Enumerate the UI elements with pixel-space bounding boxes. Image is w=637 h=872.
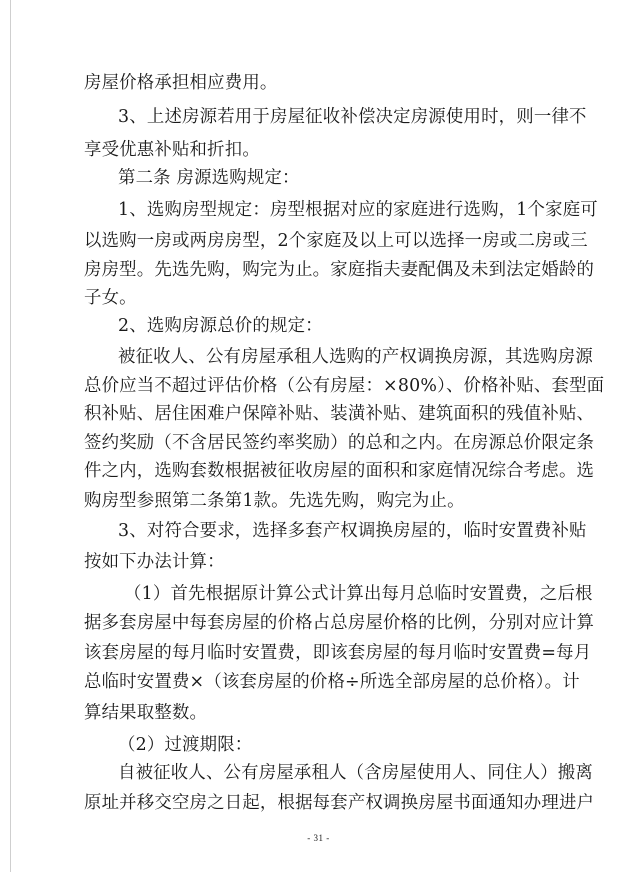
text-line: 房屋价格承担相应费用。 [84, 73, 278, 93]
text-line: （2）过渡期限： [118, 735, 253, 755]
text-line: 按如下办法计算： [84, 552, 225, 572]
text-line: 总临时安置费×（该套房屋的价格÷所选全部房屋的总价格）。计 [84, 672, 580, 692]
page-edge-divider [10, 0, 11, 872]
text-line: 享受优惠补贴和折扣。 [84, 140, 260, 160]
text-line: 积补贴、居住困难户保障补贴、装潢补贴、建筑面积的残值补贴、 [84, 404, 595, 424]
page-number: - 31 - [307, 833, 330, 843]
text-line: 自被征收人、公有房屋承租人（含房屋使用人、同住人）搬离 [118, 763, 593, 783]
text-line: 据多套房屋中每套房屋的价格占总房屋价格的比例，分别对应计算 [84, 613, 595, 633]
text-line: 3、对符合要求，选择多套产权调换房屋的，临时安置费补贴 [118, 521, 587, 541]
text-line: 2、选购房源总价的规定： [118, 316, 323, 336]
text-line: 总价应当不超过评估价格（公有房屋：×80%）、价格补贴、套型面 [84, 376, 605, 396]
text-line: 购房型参照第二条第1款。先选先购，购完为止。 [84, 491, 465, 511]
text-line: 原址并移交空房之日起，根据每套产权调换房屋书面通知办理进户 [84, 793, 595, 813]
text-line: （1）首先根据原计算公式计算出每月总临时安置费，之后根 [124, 584, 593, 604]
text-line: 被征收人、公有房屋承租人选购的产权调换房源，其选购房源 [118, 347, 593, 367]
text-line: 件之内，选购套数根据被征收房屋的面积和家庭情况综合考虑。选 [84, 461, 595, 481]
text-line: 1、选购房型规定：房型根据对应的家庭进行选购，1个家庭可 [118, 200, 598, 220]
text-line: 3、上述房源若用于房屋征收补偿决定房源使用时，则一律不 [118, 107, 587, 127]
text-line: 签约奖励（不含居民签约率奖励）的总和之内。在房源总价限定条 [84, 433, 595, 453]
text-line: 房房型。先选先购，购完为止。家庭指夫妻配偶及未到法定婚龄的 [84, 260, 595, 280]
text-line: 该套房屋的每月临时安置费，即该套房屋的每月临时安置费=每月 [84, 643, 592, 663]
section-heading: 第二条 房源选购规定： [118, 168, 300, 188]
text-line: 以选购一房或两房房型，2个家庭及以上可以选择一房或二房或三 [84, 231, 588, 251]
text-line: 子女。 [84, 288, 137, 308]
text-line: 算结果取整数。 [84, 703, 208, 723]
